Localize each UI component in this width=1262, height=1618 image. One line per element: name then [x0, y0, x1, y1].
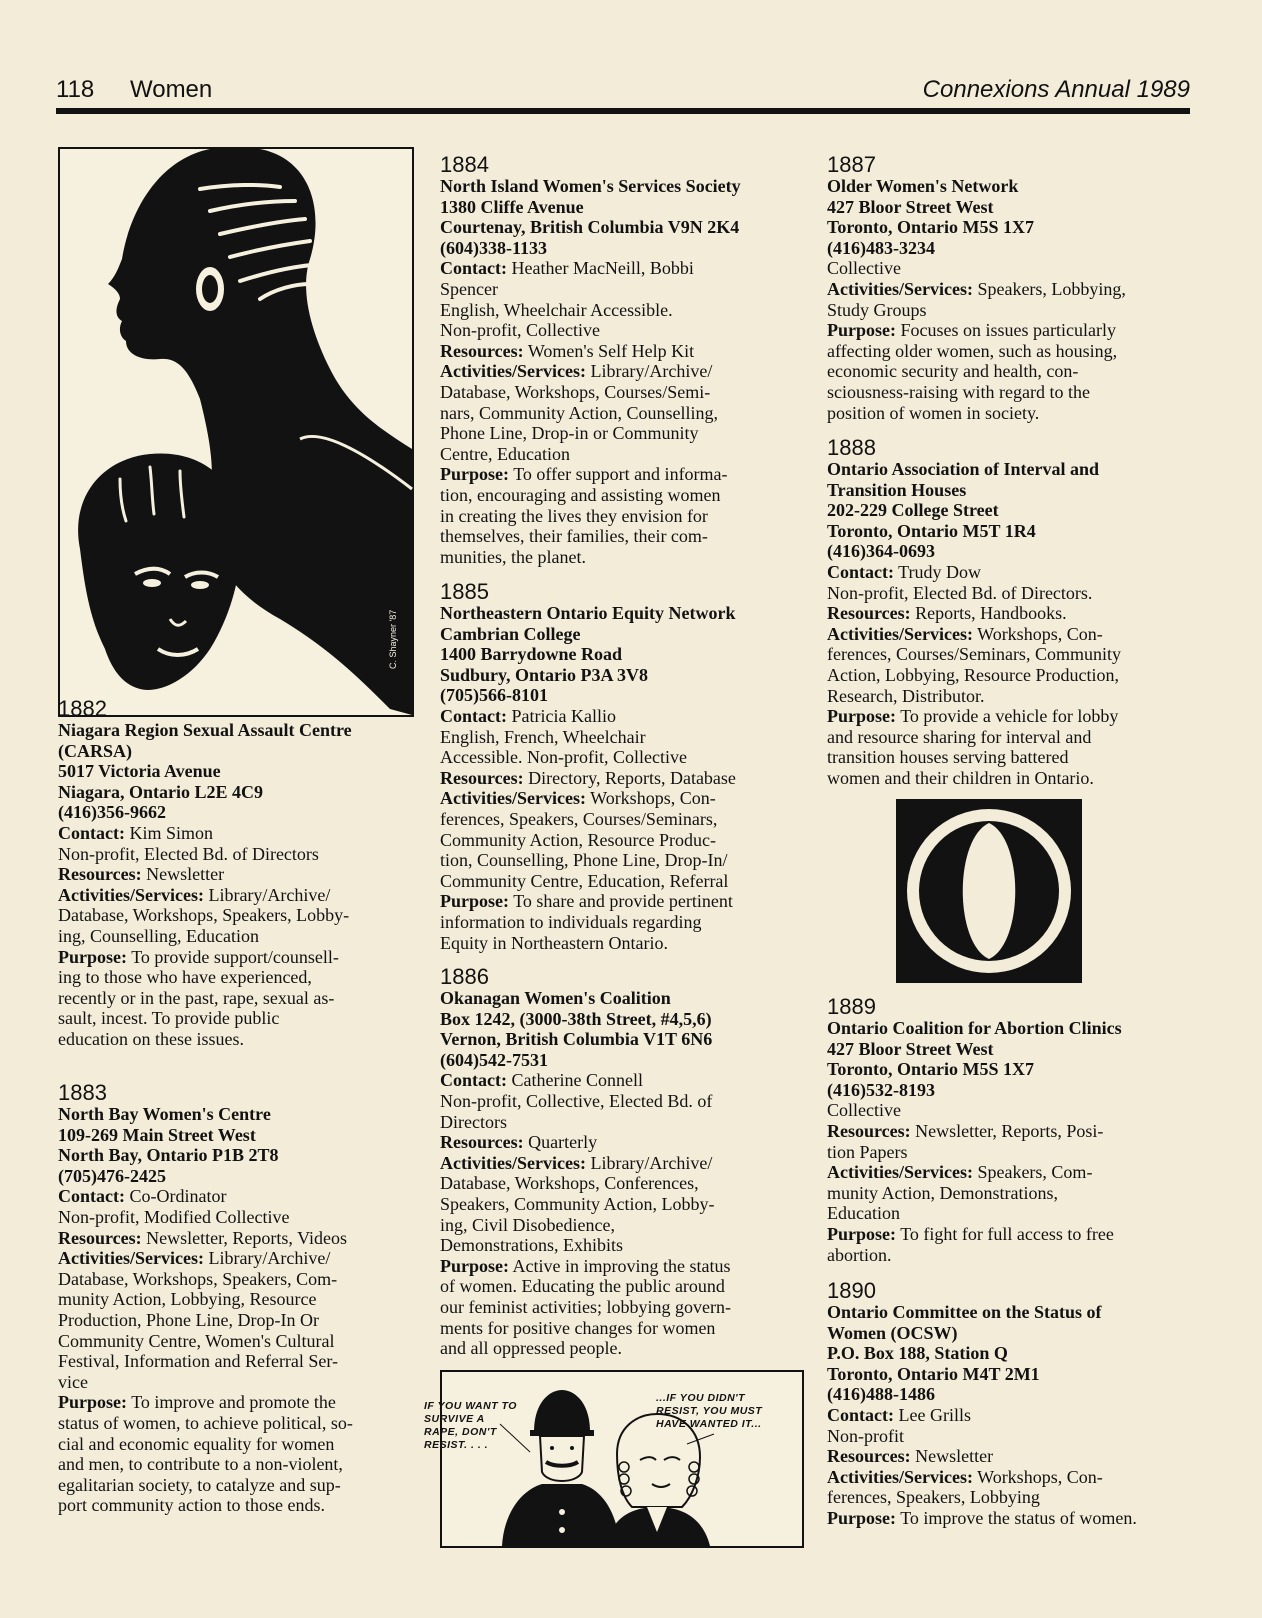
- purpose-line: Purpose: To provide support/counsell-: [58, 946, 339, 967]
- info-line: Collective: [827, 1100, 901, 1121]
- address-line: 427 Bloor Street West: [827, 196, 994, 217]
- purpose-line: Purpose: To provide a vehicle for lobby: [827, 706, 1119, 727]
- phone-number: (705)566-8101: [440, 685, 548, 706]
- info-line: Non-profit, Elected Bd. of Directors.: [827, 582, 1093, 603]
- info-line: Accessible. Non-profit, Collective: [440, 747, 687, 768]
- entry-1882: 1882 Niagara Region Sexual Assault Centre (CARSA) 5017 Victoria Avenue Niagara, Ontario L2E 4C9 (416)356-9662 Contact: Kim Simon Non-profit, Elected Bd. of Directors Resources: Newsletter Activities/Services: Library/Archive/ Database, Workshops, Speakers, Lobby- ing, Counselling, Education Purpose: To provide support/counsell- ing to those who have experienced, recently or in the past, rape, sexual as- sault, incest. To provide public education on these issues.: [58, 697, 410, 1050]
- contact-label: Contact:: [58, 822, 125, 843]
- contact-line: Contact: Heather MacNeill, Bobbi: [440, 258, 694, 279]
- info-line: Non-profit: [827, 1425, 904, 1446]
- entry-number: 1888: [827, 435, 876, 460]
- two-women-silhouette-illustration: [60, 149, 412, 715]
- entry-1888: 1888 Ontario Association of Interval and Transition Houses 202-229 College Street Toronto, Ontario M5T 1R4 (416)364-0693 Contact: Trudy Dow Non-profit, Elected Bd. of Directors. Resources: Reports, Handbooks. Activities/Services: Workshops, Con- ferences, Courses/Seminars, Community Action, Lobbying, Resource Production, Research, Distributor. Purpose: To provide a vehicle for lobby and resource sharing for interval and transition houses serving battered women and their children in Ontario.: [827, 436, 1197, 789]
- org-name: Women (OCSW): [827, 1322, 958, 1343]
- activities-line: Activities/Services: Workshops, Con-: [440, 788, 716, 809]
- activities-line: Activities/Services: Workshops, Con-: [827, 1466, 1103, 1487]
- info-line: Directors: [440, 1111, 507, 1132]
- contact-line: Contact: Lee Grills: [827, 1404, 971, 1425]
- resources-label: Resources:: [58, 864, 142, 885]
- resources-line: Resources: Quarterly: [440, 1132, 598, 1153]
- purpose-line: Purpose: To share and provide pertinent: [440, 891, 733, 912]
- phone-number: (416)488-1486: [827, 1384, 935, 1405]
- entry-1889: 1889 Ontario Coalition for Abortion Clinics 427 Bloor Street West Toronto, Ontario M5S 1X7 (416)532-8193 Collective Resources: Newsletter, Reports, Posi- tion Papers Activities/Services: Speakers, Com- munity Action, Demonstrations, Education Purpose: To fight for full access to free abortion.: [827, 995, 1197, 1265]
- org-name: North Island Women's Services Society: [440, 176, 741, 196]
- activities-line: Activities/Services: Speakers, Lobbying,: [827, 278, 1126, 299]
- org-name: Niagara Region Sexual Assault Centre: [58, 720, 352, 740]
- entry-1890: 1890 Ontario Committee on the Status of Women (OCSW) P.O. Box 188, Station Q Toronto, Ontario M4T 2M1 (416)488-1486 Contact: Lee Grills Non-profit Resources: Newsletter Activities/Services: Workshops, Con- ferences, Speakers, Lobbying Purpose: To improve the status of women.: [827, 1279, 1197, 1529]
- address-line: Niagara, Ontario L2E 4C9: [58, 781, 263, 802]
- address-line: 1400 Barrydowne Road: [440, 644, 623, 665]
- portrait-illustration: [58, 147, 414, 717]
- purpose-label: Purpose:: [58, 946, 127, 967]
- purpose-line: Purpose: To improve and promote the: [58, 1392, 336, 1413]
- purpose-line: Purpose: Active in improving the status: [440, 1255, 731, 1276]
- contact-line: Contact: Catherine Connell: [440, 1070, 643, 1091]
- activities-line: Activities/Services: Library/Archive/: [58, 1248, 331, 1269]
- phone-number: (416)483-3234: [827, 237, 935, 258]
- activities-label: Activities/Services:: [58, 884, 204, 905]
- purpose-line: Purpose: To fight for full access to free: [827, 1223, 1114, 1244]
- org-name: Ontario Coalition for Abortion Clinics: [827, 1018, 1122, 1038]
- artist-signature: C. Shayner '87: [388, 609, 398, 669]
- resources-line: Resources: Reports, Handbooks.: [827, 603, 1067, 624]
- phone-number: (705)476-2425: [58, 1165, 166, 1186]
- org-name: Ontario Association of Interval and: [827, 459, 1100, 479]
- phone-number: (604)338-1133: [440, 237, 547, 258]
- org-name: Ontario Committee on the Status of: [827, 1302, 1102, 1322]
- org-name: Okanagan Women's Coalition: [440, 988, 671, 1008]
- info-line: Non-profit, Collective: [440, 320, 600, 341]
- info-line: Collective: [827, 258, 901, 279]
- address-line: 202-229 College Street: [827, 500, 999, 521]
- phone-number: (604)542-7531: [440, 1049, 548, 1070]
- entry-number: 1885: [440, 579, 489, 604]
- resources-line: Resources: Women's Self Help Kit: [440, 340, 695, 361]
- entry-number: 1882: [58, 696, 107, 721]
- resources-line: Resources: Newsletter, Reports, Posi-: [827, 1120, 1104, 1141]
- address-line: 5017 Victoria Avenue: [58, 761, 221, 782]
- org-name: Older Women's Network: [827, 176, 1019, 196]
- entry-1887: 1887 Older Women's Network 427 Bloor Street West Toronto, Ontario M5S 1X7 (416)483-3234 Collective Activities/Services: Speakers, Lobbying, Study Groups Purpose: Focuses on issues particularly affecting older women, such as housing, economic security and health, con- sciousness-raising with regard to the position of women in society.: [827, 153, 1197, 423]
- phone-number: (416)356-9662: [58, 802, 166, 823]
- speech-bubble-left: IF YOU WANT TO SURVIVE A RAPE, DON'T RESIST. . . .: [424, 1400, 517, 1451]
- entry-1883: 1883 North Bay Women's Centre 109-269 Main Street West North Bay, Ontario P1B 2T8 (705)476-2425 Contact: Co-Ordinator Non-profit, Modified Collective Resources: Newsletter, Reports, Videos Activities/Services: Library/Archive/ Database, Workshops, Speakers, Com- munity Action, Lobbying, Resource Production, Phone Line, Drop-In Or Community Centre, Women's Cultural Festival, Information and Referral Ser- vice Purpose: To improve and promote the status of women, to achieve political, so- cial and economic equality for women and men, to contribute to a non-violent, egalitarian society, to catalyze and sup- port community action to those ends.: [58, 1081, 410, 1516]
- address-line: Toronto, Ontario M5T 1R4: [827, 520, 1036, 541]
- activities-line: Activities/Services: Library/Archive/: [440, 361, 713, 382]
- cartoon-illustration: [424, 1370, 804, 1548]
- address-line: Toronto, Ontario M5S 1X7: [827, 1059, 1035, 1080]
- info-line: English, Wheelchair Accessible.: [440, 299, 673, 320]
- org-name: Transition Houses: [827, 479, 967, 500]
- org-name: (CARSA): [58, 740, 132, 761]
- circle-symbol-logo: [896, 799, 1082, 983]
- entry-number: 1890: [827, 1278, 876, 1303]
- address-line: North Bay, Ontario P1B 2T8: [58, 1145, 279, 1166]
- address-line: 109-269 Main Street West: [58, 1124, 256, 1145]
- activities-line: Activities/Services: Speakers, Com-: [827, 1162, 1093, 1183]
- phone-number: (416)532-8193: [827, 1079, 935, 1100]
- purpose-line: Purpose: Focuses on issues particularly: [827, 320, 1116, 341]
- entry-number: 1889: [827, 994, 876, 1019]
- info-line: Non-profit, Modified Collective: [58, 1206, 290, 1227]
- info-line: Non-profit, Elected Bd. of Directors: [58, 843, 319, 864]
- purpose-line: Purpose: To offer support and informa-: [440, 464, 728, 485]
- section-title: Women: [130, 76, 213, 103]
- page-header: [56, 72, 1190, 106]
- resources-line: Resources: Newsletter, Reports, Videos: [58, 1227, 347, 1248]
- speech-bubble-right: ...IF YOU DIDN'T RESIST, YOU MUST HAVE WANTED IT...: [656, 1392, 763, 1430]
- address-line: P.O. Box 188, Station Q: [827, 1343, 1008, 1364]
- activities-line: Activities/Services: Workshops, Con-: [827, 623, 1103, 644]
- purpose-line: Purpose: To improve the status of women.: [827, 1507, 1137, 1528]
- org-name: Northeastern Ontario Equity Network: [440, 603, 736, 623]
- contact-line: Contact: Patricia Kallio: [440, 705, 616, 726]
- entry-number: 1883: [58, 1080, 107, 1105]
- page-number: 118: [56, 76, 95, 103]
- entry-number: 1886: [440, 964, 489, 989]
- phone-number: (416)364-0693: [827, 541, 935, 562]
- entry-number: 1884: [440, 152, 489, 177]
- entry-1884: 1884 North Island Women's Services Society 1380 Cliffe Avenue Courtenay, British Columbia V9N 2K4 (604)338-1133 Contact: Heather MacNeill, Bobbi Spencer English, Wheelchair Accessible. Non-profit, Collective Resources: Women's Self Help Kit Activities/Services: Library/Archive/ Database, Workshops, Courses/Semi- nars, Community Action, Counselling, Phone Line, Drop-in or Community Centre, Education Purpose: To offer support and informa- tion, encouraging and assisting women in creating the lives they envision for themselves, their families, their com- munities, the planet.: [440, 153, 800, 567]
- entry-number: 1887: [827, 152, 876, 177]
- org-name: North Bay Women's Centre: [58, 1104, 271, 1124]
- entry-1885: 1885 Northeastern Ontario Equity Network Cambrian College 1400 Barrydowne Road Sudbury, Ontario P3A 3V8 (705)566-8101 Contact: Patricia Kallio English, French, Wheelchair Accessible. Non-profit, Collective Resources: Directory, Reports, Database Activities/Services: Workshops, Con- ferences, Speakers, Courses/Seminars, Community Action, Resource Produc- tion, Counselling, Phone Line, Drop-In/ Community Centre, Education, Referral Purpose: To share and provide pertinent information to individuals regarding Equity in Northeastern Ontario.: [440, 580, 800, 953]
- address-line: Toronto, Ontario M5S 1X7: [827, 217, 1035, 238]
- contact-line: Contact: Trudy Dow: [827, 561, 982, 582]
- address-line: Box 1242, (3000-38th Street, #4,5,6): [440, 1008, 712, 1029]
- resources-line: Resources: Directory, Reports, Database: [440, 767, 736, 788]
- info-line: Non-profit, Collective, Elected Bd. of: [440, 1090, 713, 1111]
- resources-line: Resources: Newsletter: [58, 864, 225, 885]
- contact-line: Contact: Kim Simon: [58, 822, 213, 843]
- activities-line: Activities/Services: Library/Archive/: [58, 884, 331, 905]
- resources-line: Resources: Newsletter: [827, 1446, 994, 1467]
- entry-1886: 1886 Okanagan Women's Coalition Box 1242, (3000-38th Street, #4,5,6) Vernon, British Columbia V1T 6N6 (604)542-7531 Contact: Catherine Connell Non-profit, Collective, Elected Bd. of Directors Resources: Quarterly Activities/Services: Library/Archive/ Database, Workshops, Conferences, Speakers, Community Action, Lobby- ing, Civil Disobedience, Demonstrations, Exhibits Purpose: Active in improving the status of women. Educating the public around our feminist activities; lobbying govern- ments for positive changes for women and all oppressed people.: [440, 965, 800, 1359]
- address-line: 427 Bloor Street West: [827, 1038, 994, 1059]
- header-rule: [56, 108, 1190, 114]
- activities-line: Activities/Services: Library/Archive/: [440, 1152, 713, 1173]
- info-line: English, French, Wheelchair: [440, 726, 646, 747]
- address-line: Vernon, British Columbia V1T 6N6: [440, 1029, 713, 1050]
- contact-line: Contact: Co-Ordinator: [58, 1186, 227, 1207]
- address-line: 1380 Cliffe Avenue: [440, 196, 584, 217]
- address-line: Toronto, Ontario M4T 2M1: [827, 1363, 1040, 1384]
- address-line: Courtenay, British Columbia V9N 2K4: [440, 217, 740, 238]
- address-line: Sudbury, Ontario P3A 3V8: [440, 664, 649, 685]
- publication-title: Connexions Annual 1989: [922, 76, 1190, 103]
- address-line: Cambrian College: [440, 623, 581, 644]
